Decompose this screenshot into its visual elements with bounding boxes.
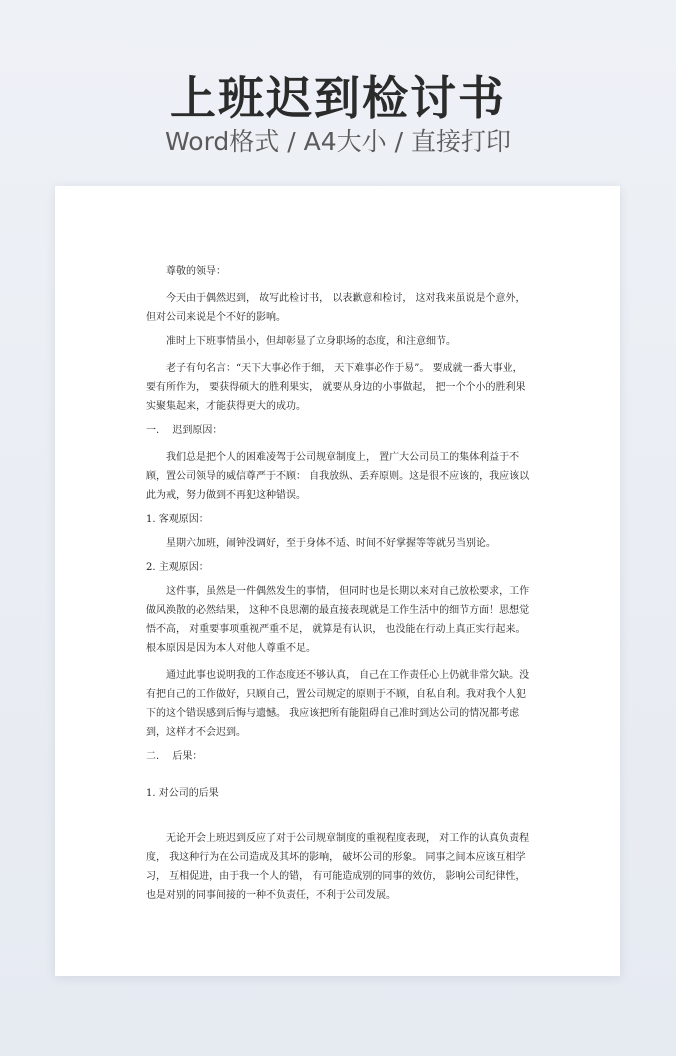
paragraph-subjective: 这件事，虽然是一件偶然发生的事情， 但同时也是长期以来对自己放松要求，工作做风涣散的必然结果， 这种不良思潮的最直接表现就是工作生活中的细节方面！思想觉悟不高， 对重要事项重视严重不足， 就算是有认识， 也没能在行动上真正实行起来。根本原因是因为本人对他人尊重不足。 — [146, 586, 530, 654]
salutation: 尊敬的领导： — [166, 266, 226, 277]
paragraph-attitude: 通过此事也说明我的工作态度还不够认真， 自己在工作责任心上仍就非常欠缺。没有把自己的工作做好，只顾自己，置公司规定的原则于不顾，自私自利。我对我个人犯下的这个错误感到后悔与遗憾。 我应该把所有能阻碍自己准时到达公司的情况都考虑到，这样才不会迟到。 — [146, 670, 530, 738]
subheading-company-consequences: 1. 对公司的后果 — [146, 788, 219, 799]
paragraph-punctuality: 准时上下班事情虽小，但却彰显了立身职场的态度，和注意细节。 — [166, 336, 456, 347]
paragraph-reasons: 我们总是把个人的困难凌驾于公司规章制度上， 置广大公司员工的集体利益于不顾，置公司领导的威信尊严于不顾： 自我放纵、丢弃原则。这是很不应该的，我应该以此为戒，努力做到不再犯这种错误。 — [146, 452, 530, 501]
document-body — [146, 262, 530, 905]
paragraph-consequences: 无论开会上班迟到反应了对于公司规章制度的重视程度表现， 对工作的认真负责程度， 我这种行为在公司造成及其坏的影响， 破坏公司的形象。 同事之间本应该互相学习， 互相促进，由于我一个人的错， 有可能造成别的同事的效仿， 影响公司纪律性，也是对别的同事间接的一种不负责任，不利于公司发展。 — [146, 833, 530, 901]
section-heading-consequences: 二. 后果： — [146, 751, 203, 762]
subheading-subjective: 2. 主观原因： — [146, 562, 209, 573]
paragraph-quote: 老子有句名言：“天下大事必作于细， 天下难事必作于易”。 要成就一番大事业，要有所作为， 要获得硕大的胜利果实， 就要从身边的小事做起， 把一个个小的胜利果实聚集起来，才能获得更大的成功。 — [146, 363, 526, 412]
page-title: 上班迟到检讨书 — [170, 71, 506, 125]
document-page — [55, 186, 620, 976]
section-heading-reasons: 一. 迟到原因： — [146, 425, 223, 436]
subheading-objective: 1. 客观原因： — [146, 514, 209, 525]
paragraph-objective: 星期六加班，闹钟没调好，至于身体不适、时间不好掌握等等就另当别论。 — [166, 538, 496, 549]
page-subtitle: Word格式 / A4大小 / 直接打印 — [165, 127, 511, 156]
paragraph-intro: 今天由于偶然迟到， 故写此检讨书， 以表歉意和检讨， 这对我来虽说是个意外，但对公司来说是个不好的影响。 — [146, 293, 526, 323]
